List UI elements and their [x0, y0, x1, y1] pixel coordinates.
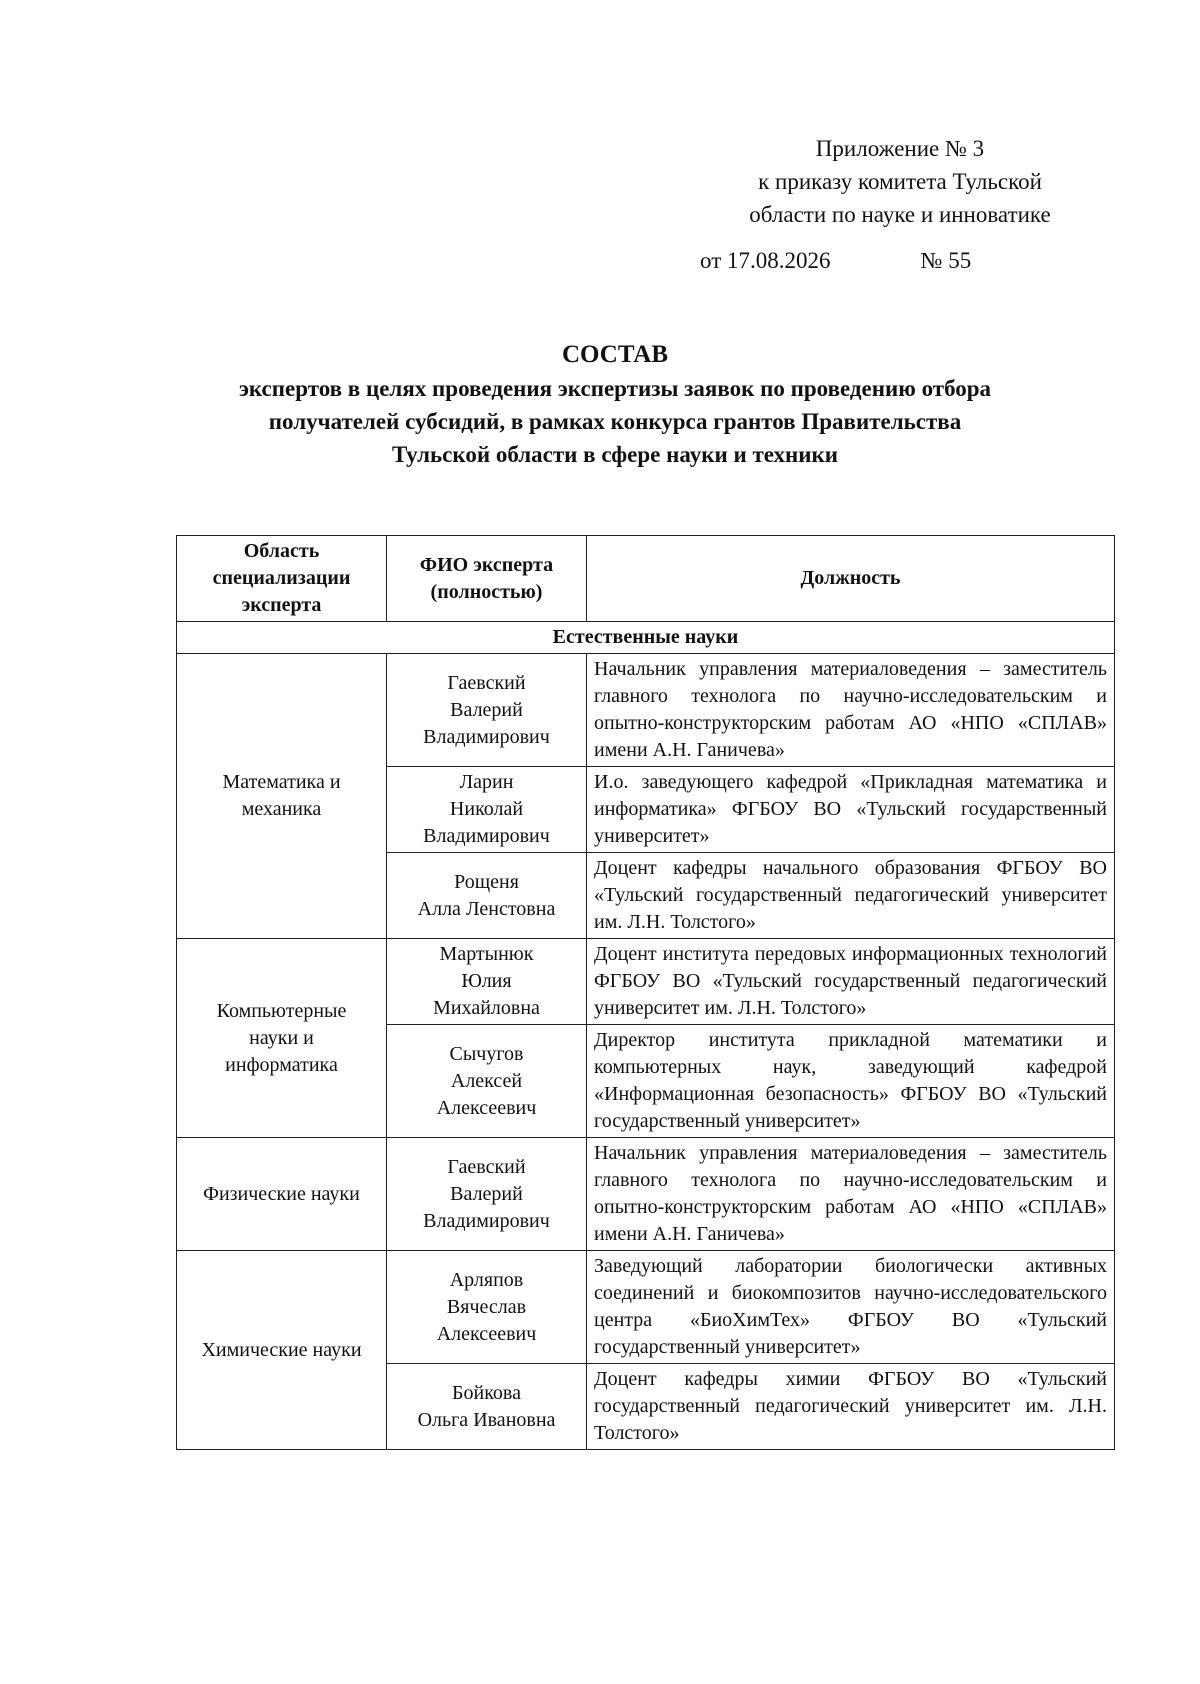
header-position: Должность — [587, 536, 1115, 622]
order-number: № 55 — [920, 248, 972, 273]
title-subtitle-line: экспертов в целях проведения экспертизы заявок по проведению отбора — [238, 376, 992, 401]
expert-position: Заведующий лаборатории биологически активных соединений и биокомпозитов научно-исследовательского центра «БиоХимТех» ФГБОУ ВО «Тульский государственный университет» — [587, 1251, 1115, 1364]
expert-name: Сычугов Алексей Алексеевич — [387, 1025, 587, 1138]
expert-position: Доцент кафедры начального образования ФГБОУ ВО «Тульский государственный педагогический университет им. Л.Н. Толстого» — [587, 853, 1115, 939]
expert-name: Ларин Николай Владимирович — [387, 767, 587, 853]
expert-name: Гаевский Валерий Владимирович — [387, 1138, 587, 1251]
expert-position: Начальник управления материаловедения – заместитель главного технолога по научно-исследовательским и опытно-конструкторским работам АО «НПО «СПЛАВ» имени А.Н. Ганичева» — [587, 1138, 1115, 1251]
header-name: ФИО эксперта (полностью) — [387, 536, 587, 622]
title-subtitle-line: получателей субсидий, в рамках конкурса грантов Правительства — [268, 409, 962, 434]
table-row — [177, 1251, 1115, 1364]
expert-name: Бойкова Ольга Ивановна — [387, 1364, 587, 1450]
area-cell: Компьютерные науки и информатика — [177, 939, 387, 1138]
expert-position: Доцент института передовых информационных технологий ФГБОУ ВО «Тульский государственный педагогический университет им. Л.Н. Толстого» — [587, 939, 1115, 1025]
expert-position: Директор института прикладной математики и компьютерных наук, заведующий кафедрой «Информационная безопасность» ФГБОУ ВО «Тульский государственный университет» — [587, 1025, 1115, 1138]
table-header-row — [177, 536, 1115, 622]
expert-position: Доцент кафедры химии ФГБОУ ВО «Тульский государственный педагогический университет им. Л.Н. Толстого» — [587, 1364, 1115, 1450]
expert-name: Гаевский Валерий Владимирович — [387, 654, 587, 767]
order-date: от 17.08.2026 — [700, 248, 831, 273]
area-cell: Математика и механика — [177, 654, 387, 939]
appendix-header — [690, 132, 1110, 231]
appendix-line: Приложение № 3 — [815, 136, 985, 161]
expert-name: Арляпов Вячеслав Алексеевич — [387, 1251, 587, 1364]
area-cell: Химические науки — [177, 1251, 387, 1450]
experts-table — [176, 535, 1115, 1450]
document-title — [150, 338, 1080, 471]
order-reference — [700, 244, 971, 277]
title-heading: СОСТАВ — [561, 341, 669, 368]
table-row — [177, 939, 1115, 1025]
table-row — [177, 654, 1115, 767]
expert-name: Мартынюк Юлия Михайловна — [387, 939, 587, 1025]
section-row — [177, 622, 1115, 654]
area-cell: Физические науки — [177, 1138, 387, 1251]
expert-position: И.о. заведующего кафедрой «Прикладная математика и информатика» ФГБОУ ВО «Тульский государственный университет» — [587, 767, 1115, 853]
expert-name: Рощеня Алла Ленстовна — [387, 853, 587, 939]
section-title: Естественные науки — [177, 622, 1115, 654]
header-area: Область специализации эксперта — [177, 536, 387, 622]
title-subtitle-line: Тульской области в сфере науки и техники — [391, 442, 839, 467]
appendix-line: к приказу комитета Тульской — [758, 169, 1042, 194]
appendix-line: области по науке и инноватике — [749, 202, 1051, 227]
expert-position: Начальник управления материаловедения – заместитель главного технолога по научно-исследовательским и опытно-конструкторским работам АО «НПО «СПЛАВ» имени А.Н. Ганичева» — [587, 654, 1115, 767]
table-row — [177, 1138, 1115, 1251]
